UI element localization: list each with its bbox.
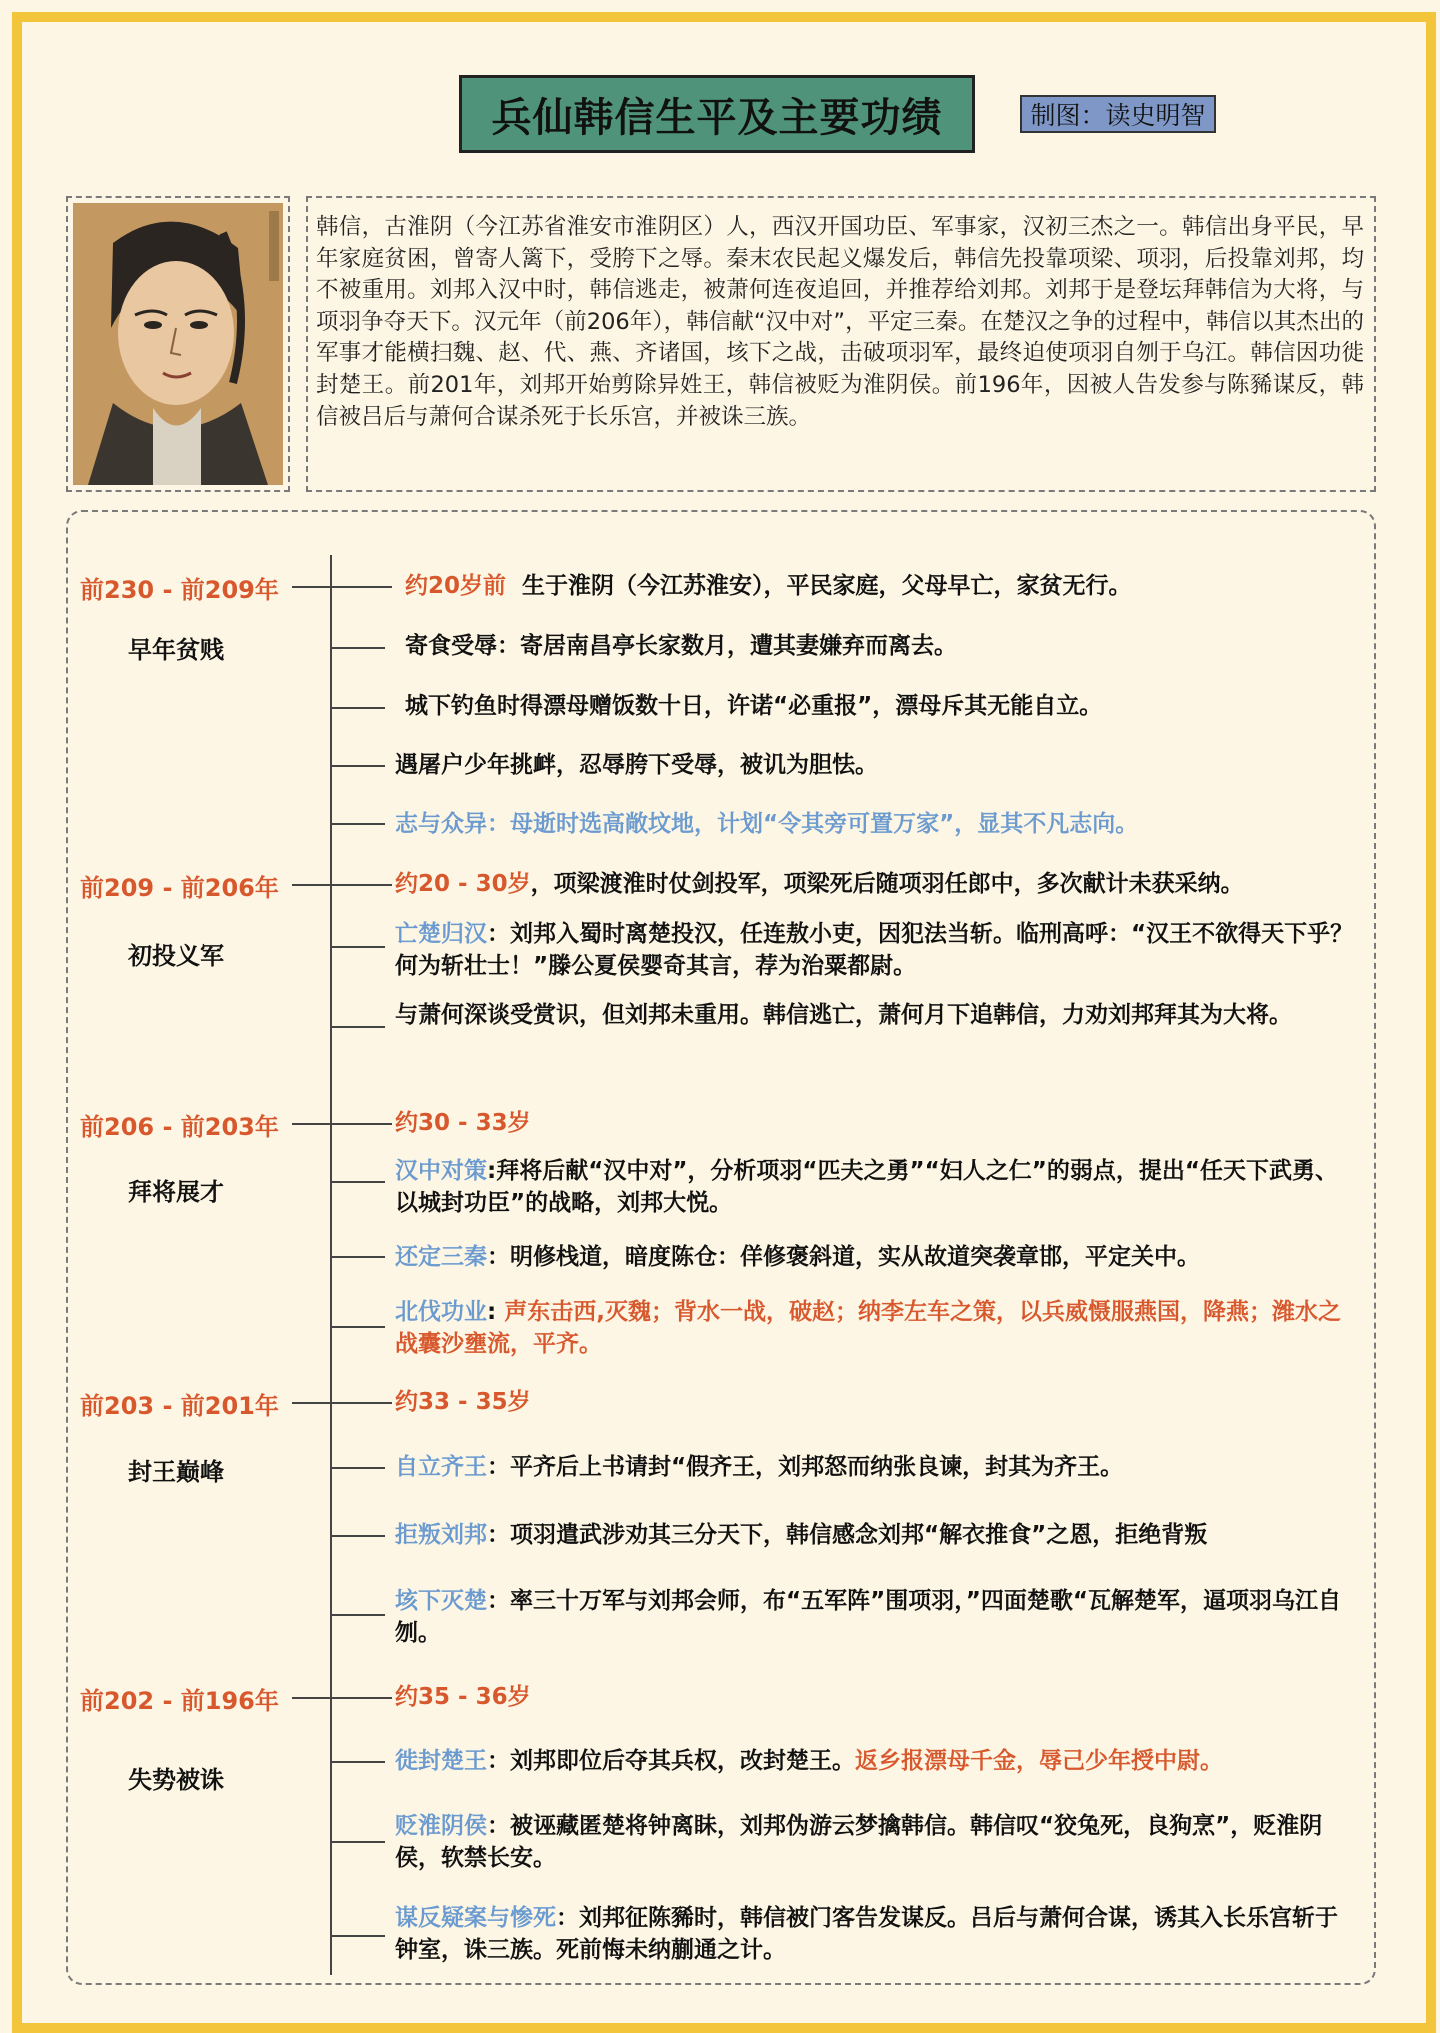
branch-connector <box>330 1026 385 1028</box>
timeline-event <box>395 1902 1355 1966</box>
branch-connector <box>330 1935 385 1937</box>
period-range: 前206 - 前203年 <box>80 1113 279 1141</box>
timeline-event-age: 约35 - 36岁 <box>395 1684 531 1710</box>
biography-text: 韩信，古淮阴（今江苏省淮安市淮阴区）人，西汉开国功臣、军事家，汉初三杰之一。韩信出身平民，早年家庭贫困，曾寄人篱下，受胯下之辱。秦末农民起义爆发后，韩信先投靠项梁、项羽，后投靠刘邦，均不被重用。刘邦入汉中时，韩信逃走，被萧何连夜追回，并推荐给刘邦。刘邦于是登坛拜韩信为大将，与项羽争夺天下。汉元年（前206年），韩信献“汉中对”，平定三秦。在楚汉之争的过程中，韩信以其杰出的军事才能横扫魏、赵、代、燕、齐诸国，垓下之战，击破项羽军，最终迫使项羽自刎于乌江。韩信因功徙封楚王。前201年，刘邦开始剪除异姓王，韩信被贬为淮阴侯。前196年，因被人告发参与陈豨谋反，韩信被吕后与萧何合谋杀死于长乐宫，并被诛三族。 <box>306 196 1376 492</box>
portrait-of-han-xin-icon <box>73 203 283 485</box>
event-text: ，项梁渡淮时仗剑投军，项梁死后随项羽任郎中，多次献计未获采纳。 <box>530 871 1244 897</box>
branch-connector <box>330 1841 385 1843</box>
event-text: ：率三十万军与刘邦会师，布“五军阵”围项羽，”四面楚歌“瓦解楚军，逼项羽乌江自刎。 <box>395 1588 1341 1646</box>
event-label: 北伐功业 <box>395 1299 487 1325</box>
event-label: 拒叛刘邦 <box>395 1522 487 1548</box>
period-range: 前209 - 前206年 <box>80 874 279 902</box>
event-label: 汉中对策 <box>395 1158 487 1184</box>
timeline-event-age: 约33 - 35岁 <box>395 1389 531 1415</box>
period-range: 前230 - 前209年 <box>80 576 279 604</box>
period-connector <box>292 884 392 886</box>
period-connector <box>292 1123 392 1125</box>
event-label: 自立齐王 <box>395 1454 487 1480</box>
event-text: ：明修栈道，暗度陈仓：佯修褒斜道，实从故道突袭章邯，平定关中。 <box>487 1244 1200 1270</box>
timeline-event: 寄食受辱：寄居南昌亭长家数月，遭其妻嫌弃而离去。 <box>405 633 957 659</box>
event-highlight: 声东击西,灭魏；背水一战，破赵；纳李左车之策，以兵威慑服燕国，降燕；潍水之战囊沙壅流，平齐。 <box>395 1299 1341 1357</box>
event-label: 贬淮阴侯 <box>395 1813 487 1839</box>
timeline-event-age: 约30 - 33岁 <box>395 1110 531 1136</box>
branch-connector <box>330 823 385 825</box>
event-age: 约20岁前 <box>405 573 507 599</box>
event-label: 垓下灭楚 <box>395 1588 487 1614</box>
event-label: 谋反疑案与惨死 <box>395 1905 556 1931</box>
period-stage: 失势被诛 <box>128 1766 224 1794</box>
period-connector <box>292 1402 392 1404</box>
branch-connector <box>330 946 385 948</box>
branch-connector <box>330 1614 385 1616</box>
timeline-event <box>395 1810 1355 1874</box>
timeline-event <box>395 918 1355 982</box>
timeline-event <box>395 868 1355 900</box>
event-text: ：平齐后上书请封“假齐王，刘邦怒而纳张良谏，封其为齐王。 <box>487 1454 1124 1480</box>
timeline-event: 与萧何深谈受赏识，但刘邦未重用。韩信逃亡，萧何月下追韩信，力劝刘邦拜其为大将。 <box>395 1002 1292 1028</box>
timeline-event <box>395 1241 1355 1273</box>
timeline-event: 志与众异：母逝时选高敞坟地，计划“令其旁可置万家”，显其不凡志向。 <box>395 811 1139 837</box>
branch-connector <box>330 1467 385 1469</box>
event-text: :拜将后献“汉中对”，分析项羽“匹夫之勇”“妇人之仁”的弱点，提出“任天下武勇、以城封功臣”的战略，刘邦大悦。 <box>395 1158 1339 1216</box>
timeline-event <box>405 570 1365 602</box>
event-sep: : <box>487 1299 497 1325</box>
event-label: 还定三秦 <box>395 1244 487 1270</box>
branch-connector <box>330 765 385 767</box>
branch-connector <box>330 707 385 709</box>
branch-connector <box>330 1181 385 1183</box>
timeline-event <box>395 1155 1355 1219</box>
event-label: 徙封楚王 <box>395 1748 487 1774</box>
timeline-event <box>395 1451 1355 1483</box>
branch-connector <box>330 1256 385 1258</box>
branch-connector <box>330 1326 385 1328</box>
period-connector <box>292 1697 392 1699</box>
event-age: 约20 - 30岁 <box>395 871 531 897</box>
timeline-event <box>395 1519 1355 1551</box>
timeline-event: 遇屠户少年挑衅，忍辱胯下受辱，被讥为胆怯。 <box>395 752 878 778</box>
event-label: 亡楚归汉 <box>395 921 487 947</box>
period-stage: 初投义军 <box>128 942 224 970</box>
period-range: 前202 - 前196年 <box>80 1687 279 1715</box>
timeline-event <box>395 1296 1355 1360</box>
event-text: ：刘邦入蜀时离楚投汉，任连敖小吏，因犯法当斩。临刑高呼：“汉王不欲得天下乎？何为斩壮士！”滕公夏侯婴奇其言，荐为治粟都尉。 <box>395 921 1354 979</box>
period-range: 前203 - 前201年 <box>80 1392 279 1420</box>
event-text: ：刘邦征陈豨时，韩信被门客告发谋反。吕后与萧何合谋，诱其入长乐宫斩于钟室，诛三族。死前悔未纳蒯通之计。 <box>395 1905 1338 1963</box>
period-stage: 拜将展才 <box>128 1178 224 1206</box>
portrait-frame <box>66 196 290 492</box>
branch-connector <box>330 1535 385 1537</box>
page-title: 兵仙韩信生平及主要功绩 <box>459 75 975 153</box>
event-text: ：被诬藏匿楚将钟离眛，刘邦伪游云梦擒韩信。韩信叹“狡兔死，良狗烹”，贬淮阴侯，软禁长安。 <box>395 1813 1323 1871</box>
branch-connector <box>330 1761 385 1763</box>
timeline-event <box>395 1745 1355 1777</box>
event-text: ：项羽遣武涉劝其三分天下，韩信感念刘邦“解衣推食”之恩，拒绝背叛 <box>487 1522 1208 1548</box>
timeline-event <box>395 1585 1355 1649</box>
period-stage: 封王巅峰 <box>128 1458 224 1486</box>
period-stage: 早年贫贱 <box>128 636 224 664</box>
branch-connector <box>330 647 385 649</box>
period-connector <box>292 586 392 588</box>
timeline-event: 城下钓鱼时得漂母赠饭数十日，许诺“必重报”，漂母斥其无能自立。 <box>405 693 1103 719</box>
event-text: ：刘邦即位后夺其兵权，改封楚王。 <box>487 1748 855 1774</box>
event-text: 生于淮阴（今江苏淮安），平民家庭，父母早亡，家贫无行。 <box>522 573 1132 599</box>
event-highlight: 返乡报漂母千金，辱己少年授中尉。 <box>855 1748 1223 1774</box>
credit-badge: 制图：读史明智 <box>1020 95 1216 133</box>
